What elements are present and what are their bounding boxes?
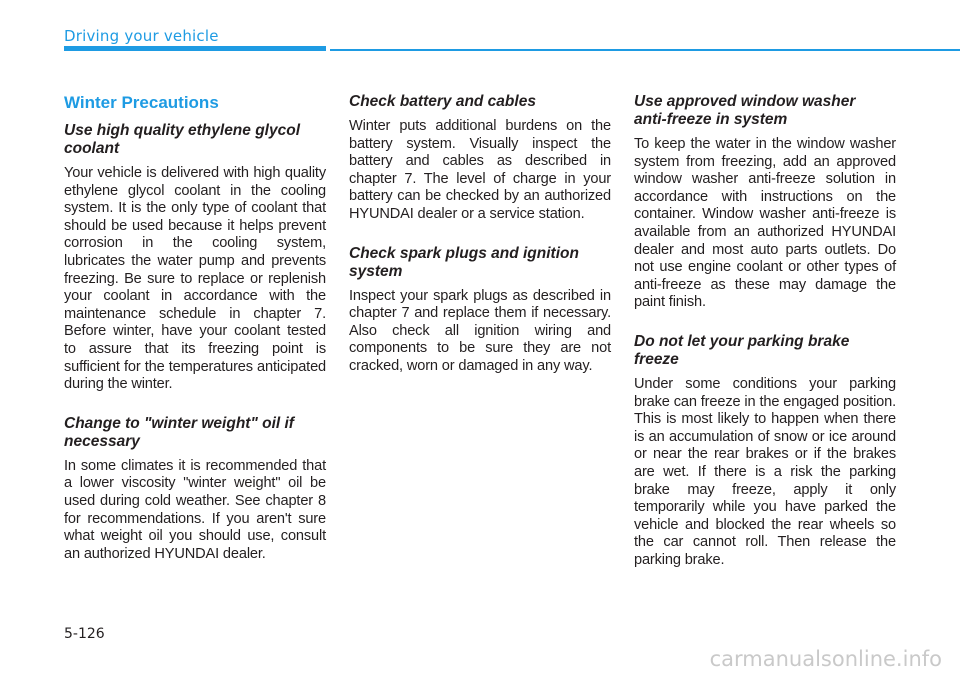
paragraph: Inspect your spark plugs as described in chapter 7 and replace them if necessary. Also check all ignition wiring and components to be sure they are not cracked, worn or damaged in any way. <box>349 287 611 374</box>
column-1 <box>64 93 326 584</box>
header-rule-thin <box>330 49 960 51</box>
paragraph: Under some conditions your parking brake can freeze in the engaged position. This is most likely to happen when there is an accumulation of snow or ice around or near the rear brakes or if the brakes are wet. If there is a risk the parking brake may freeze, apply it only temporarily while you have parked the vehicle and blocked the rear wheels so the car cannot roll. Then release the parking brake. <box>634 375 896 568</box>
paragraph: Winter puts additional burdens on the battery system. Visually inspect the battery and cables as described in chapter 7. The level of charge in your battery can be checked by an authorized HYUNDAI dealer or a service station. <box>349 118 611 222</box>
paragraph: To keep the water in the window washer system from freezing, add an approved window washer anti-freeze solution in accordance with instructions on the container. Window washer anti-freeze is available from an authorized HYUNDAI dealer and most auto parts outlets. Do not use engine coolant or other types of anti-freeze as these may damage the paint finish. <box>634 136 896 311</box>
subheading: Change to "winter weight" oil if necessary <box>64 414 294 450</box>
subheading: Do not let your parking brake freeze <box>634 332 850 368</box>
section-title: Winter Precautions <box>64 93 219 112</box>
subheading: Check battery and cables <box>349 93 536 110</box>
paragraph: In some climates it is recommended that a lower viscosity "winter weight" oil be used during cold weather. See chapter 8 for recommendations. If you aren't sure what weight oil you should use, consult an authorized HYUNDAI dealer. <box>64 457 326 562</box>
column-3 <box>634 93 896 590</box>
subheading: Use approved window washer anti-freeze in system <box>634 93 856 128</box>
page-number: 5-126 <box>64 626 105 642</box>
subheading: Check spark plugs and ignition system <box>349 244 579 280</box>
column-2 <box>349 93 611 397</box>
header-rule-thick <box>64 46 326 51</box>
watermark: carmanualsonline.info <box>709 647 942 671</box>
subheading: Use high quality ethylene glycol coolant <box>64 122 300 157</box>
chapter-title: Driving your vehicle <box>64 27 219 45</box>
paragraph: Your vehicle is delivered with high quality ethylene glycol coolant in the cooling system. It is the only type of coolant that should be used because it helps prevent corrosion in the cooling system, lubricates the water pump and prevents freezing. Be sure to replace or replenish your coolant in accordance with the maintenance schedule in chapter 7. Before winter, have your coolant tested to assure that its freezing point is sufficient for the temperatures anticipated during the winter. <box>64 165 326 393</box>
